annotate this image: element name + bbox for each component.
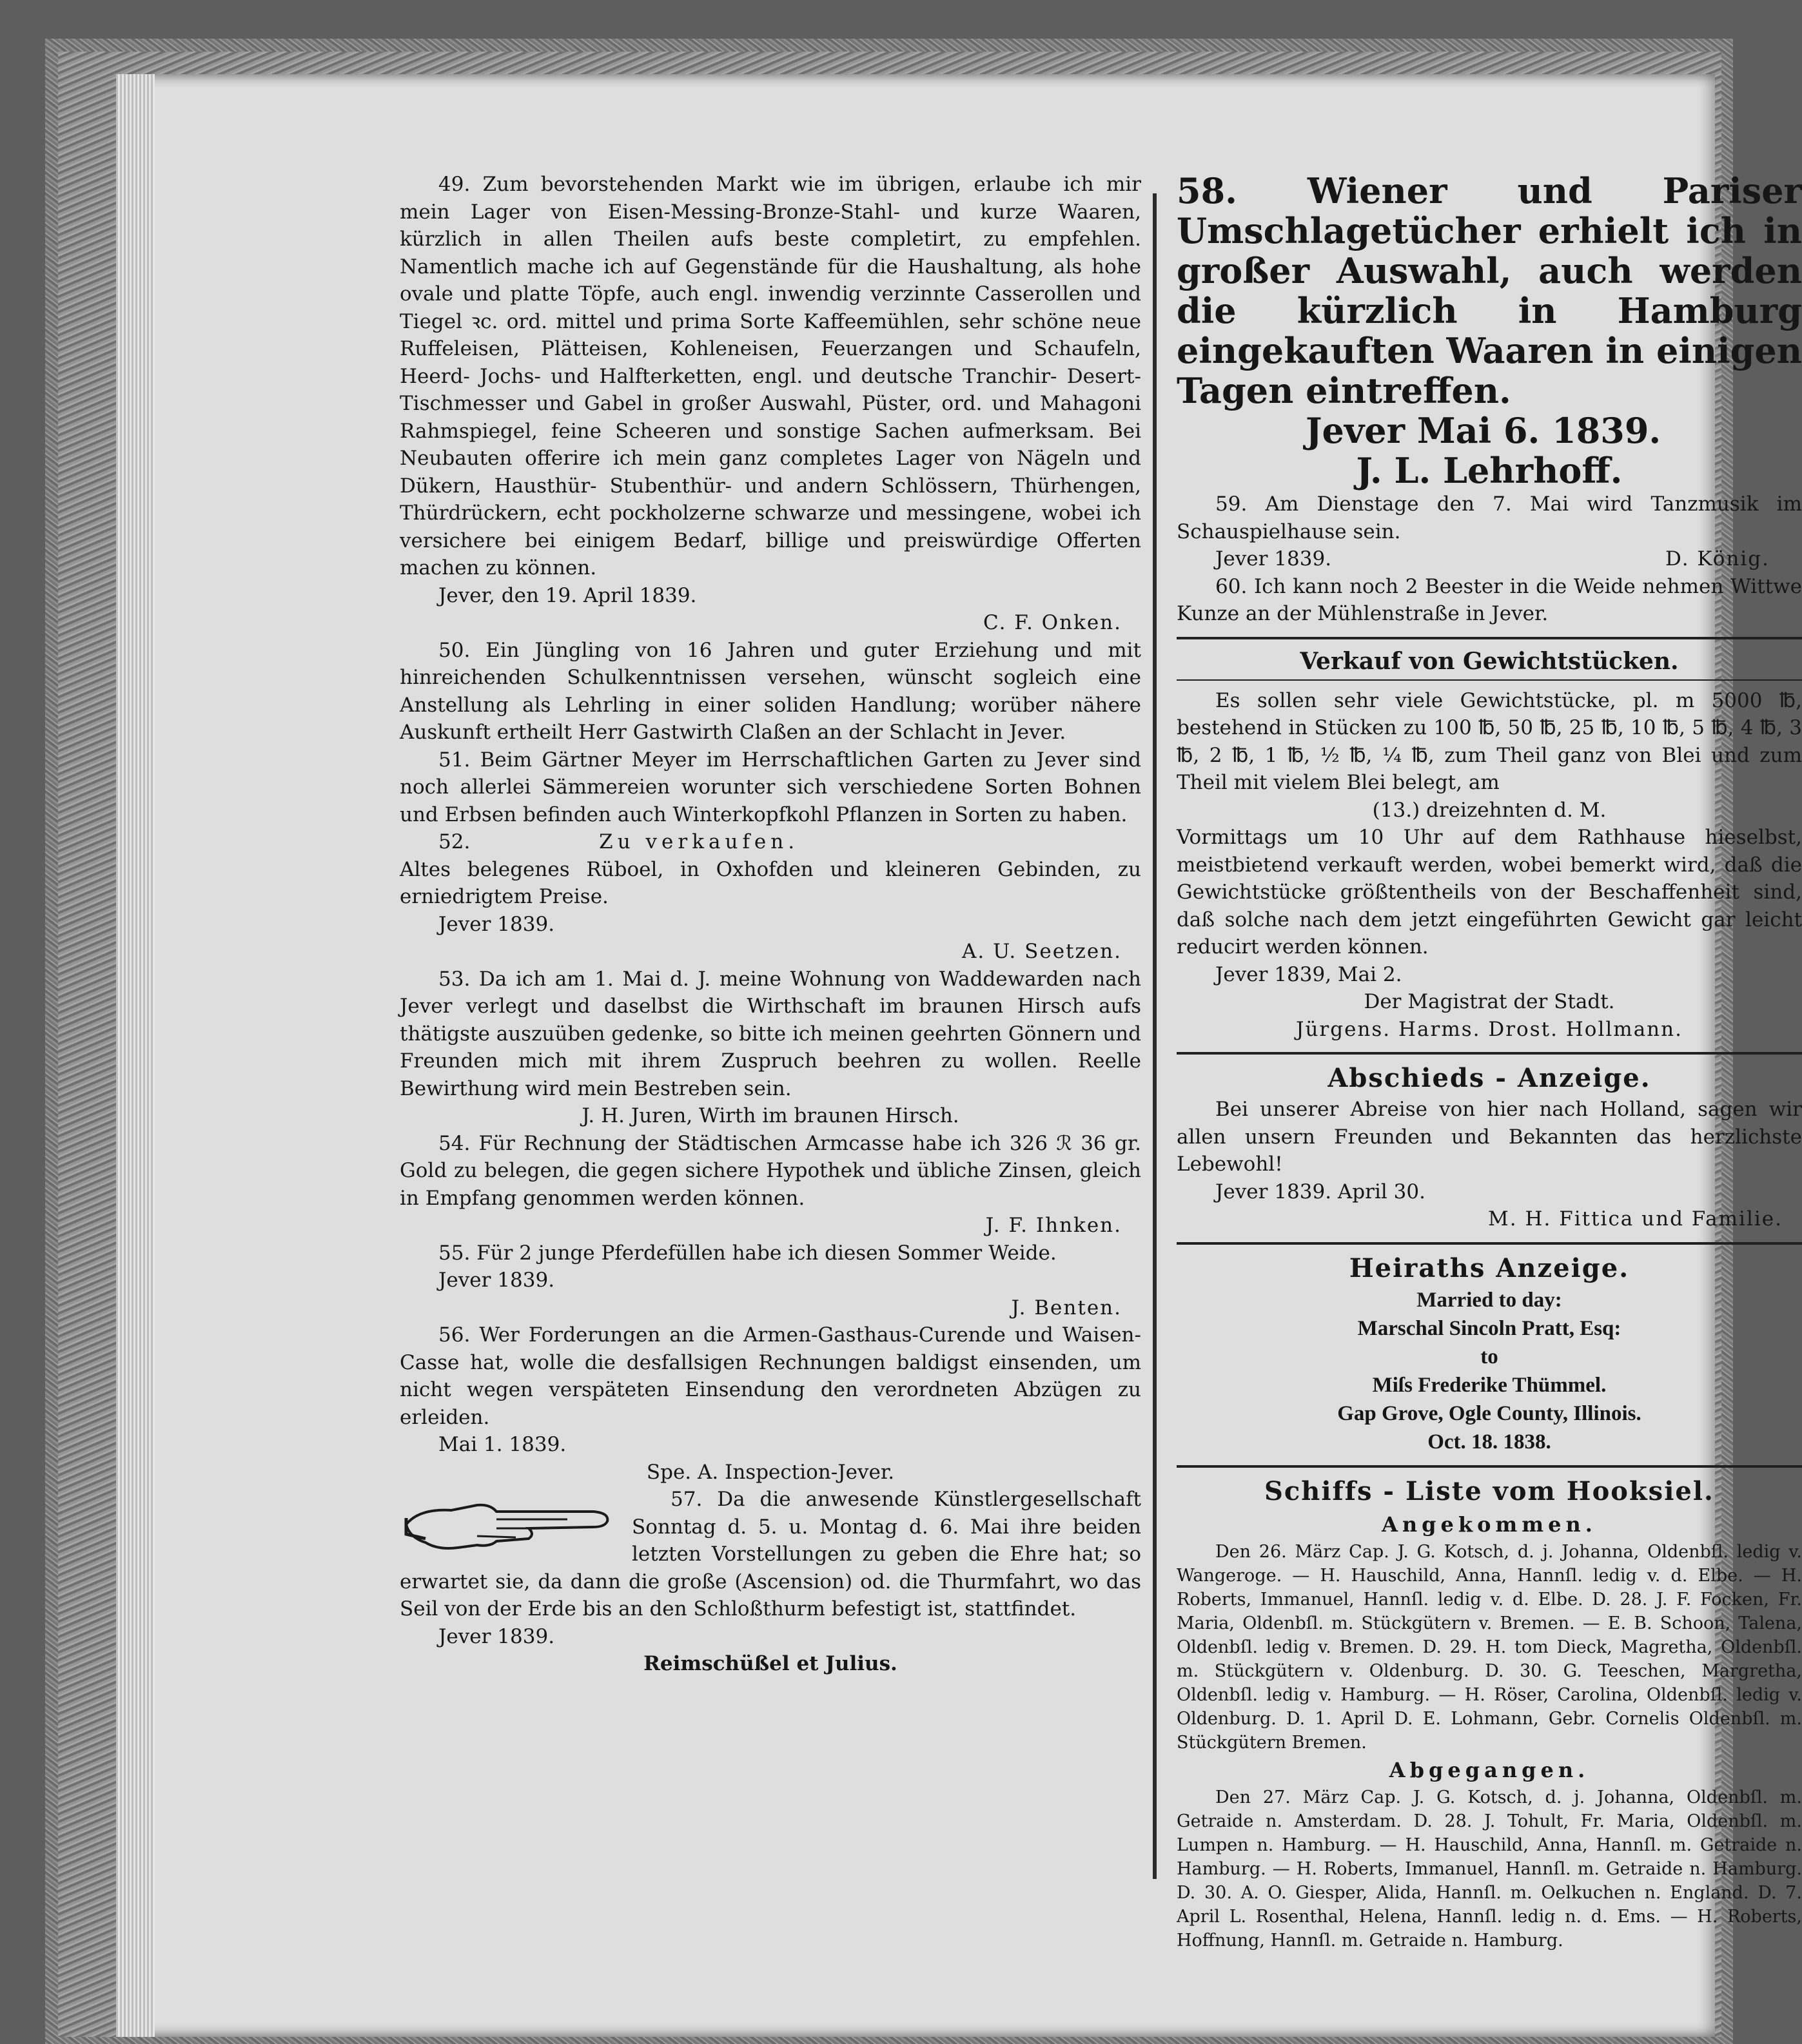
ad-54-signature: J. F. Ihnken. [985, 1214, 1122, 1237]
ad-52 [400, 828, 1141, 966]
ad-54-text: 54. Für Rechnung der Städtischen Armcasse habe ich 326 ℛ 36 gr. Gold zu belegen, die gegen sichere Hypothek und übliche Zinsen, gleich in Empfang genommen werden können. [400, 1131, 1141, 1210]
ad-55 [400, 1240, 1141, 1322]
ad-57-place: Jever 1839. [438, 1624, 555, 1648]
heading-rule [1177, 679, 1802, 681]
ad-56-place: Mai 1. 1839. [438, 1433, 567, 1456]
ad-53-text: 53. Da ich am 1. Mai d. J. meine Wohnung von Waddewarden nach Jever verlegt und daselbst die Wirthschaft im braunen Hirsch aufs thätigste auszuüben gedenke, so bitte ich meinen geehrten Gönnern und Freunden mich mit ihrem Zuspruch beehren zu wollen. Reelle Bewirthung wird mein Bestreben sein. [400, 967, 1141, 1100]
ad-57-signature: Reimschüßel et Julius. [643, 1652, 897, 1675]
ad-58 [1177, 171, 1802, 491]
ad-51 [400, 746, 1141, 829]
marriage-line: Miſs Frederike Thümmel. [1372, 1373, 1607, 1397]
arrived-label: Angekommen. [1382, 1512, 1597, 1537]
ad-55-signature: J. Benten. [1011, 1296, 1122, 1319]
section-rule [1177, 1242, 1802, 1245]
pointing-hand-icon [400, 1486, 619, 1557]
farewell-text: Bei unserer Abreise von hier nach Holland, sagen wir allen unsern Freunden und Bekannten das herzlichste Lebewohl! [1177, 1098, 1802, 1176]
ad-58-place: Jever Mai 6. 1839. [1306, 410, 1661, 451]
marriage-line: Gap Grove, Ogle County, Illinois. [1337, 1401, 1641, 1425]
farewell-heading: Abschieds - Anzeige. [1327, 1063, 1651, 1093]
ad-52-number: 52. [438, 830, 471, 853]
weights-sale [1177, 646, 1802, 1044]
ad-57 [400, 1486, 1141, 1678]
ad-52-signature: A. U. Seetzen. [962, 940, 1122, 963]
weights-text: Es sollen sehr viele Gewichtstücke, pl. m 5000 ℔, bestehend in Stücken zu 100 ℔, 50 ℔, 25 ℔, 10 ℔, 5 ℔, 4 ℔, 3 ℔, 2 ℔, 1 ℔, ½ ℔, ¼ ℔, zum Theil ganz von Blei und zum Theil mit vielem Blei belegt, am [1177, 688, 1802, 794]
weights-place: Jever 1839, Mai 2. [1215, 962, 1402, 986]
marriage-line: to [1480, 1345, 1498, 1368]
ad-59 [1177, 491, 1802, 573]
ad-59-signature: D. König. [1665, 547, 1770, 570]
ad-55-place: Jever 1839. [438, 1269, 555, 1292]
ad-52-heading: Zu verkaufen. [599, 830, 799, 853]
ad-49-signature: C. F. Onken. [983, 611, 1122, 634]
ship-list [1177, 1474, 1802, 1952]
farewell-notice [1177, 1061, 1802, 1233]
marriage-notice [1177, 1251, 1802, 1456]
weights-signatures: Jürgens. Harms. Drost. Hollmann. [1296, 1017, 1683, 1041]
ad-59-place: Jever 1839. [1215, 547, 1332, 570]
ad-50-text: 50. Ein Jüngling von 16 Jahren und guter Erziehung und mit hinreichenden Schulkenntnissen versehen, wünscht sogleich eine Anstellung als Lehrling in einer soliden Handlung; worüber nähere Auskunft ertheilt Herr Gastwirth Claßen an der Schlacht in Jever. [400, 638, 1141, 744]
ad-49-text: 49. Zum bevorstehenden Markt wie im übrigen, erlaube ich mir mein Lager von Eisen-Messing-Bronze-Stahl- und kurze Waaren, kürzlich in allen Theilen aufs beste completirt, zu empfehlen. Namentlich mache ich auf Gegenstände für die Haushaltung, als hohe ovale und platte Töpfe, auch engl. inwendig verzinnte Casserollen und Tiegel ꝛc. ord. mittel und prima Sorte Kaffeemühlen, sehr schöne neue Ruffeleisen, Plätteisen, Kohleneisen, Feuerzangen und Schaufeln, Heerd- Jochs- und Halfterketten, engl. und deutsche Tranchir- Desert-Tischmesser und Gabel in großer Auswahl, Püster, ord. und Mahagoni Rahmspiegel, feine Scheeren und sonstige Sachen aufmerksam. Bei Neubauten offerire ich mein ganz completes Lager von Nägeln und Dükern, Hausthür- Stubenthür- und andern Schlössern, Thürhengen, Thürdrückern, echt pockholzerne schwarze und messingene, wobei ich versichere bei einigem Bedarf, billige und preiswürdige Offerten machen zu können. [400, 173, 1141, 579]
ad-56-text: 56. Wer Forderungen an die Armen-Gasthaus-Curende und Waisen-Casse hat, wolle die desfallsigen Rechnungen baldigst einsenden, um nicht wegen verspäteten Einsendung den verordneten Abzügen zu erleiden. [400, 1323, 1141, 1429]
ad-54 [400, 1130, 1141, 1240]
section-rule [1177, 637, 1802, 639]
ad-59-text: 59. Am Dienstage den 7. Mai wird Tanzmusik im Schauspielhause sein. [1177, 492, 1802, 543]
ad-58-signature: J. L. Lehrhoff. [1356, 450, 1623, 491]
weights-text-2: Vormittags um 10 Uhr auf dem Rathhause hieselbst, meistbietend verkauft werden, wobei bemerkt wird, daß die Gewichtstücke größtentheils von der Beschaffenheit sind, daß solche nach dem jetzt eingeführten Gewicht gar leicht reducirt werden können. [1177, 826, 1802, 959]
ad-52-place: Jever 1839. [438, 912, 555, 936]
ad-56-signature: Spe. A. Inspection-Jever. [646, 1460, 895, 1484]
departed-label: Abgegangen. [1389, 1757, 1590, 1782]
weights-date: (13.) dreizehnten d. M. [1372, 798, 1607, 822]
ad-58-text: 58. Wiener und Pariser Umschlagetücher erhielt ich in großer Auswahl, auch werden die kürzlich in Hamburg eingekauften Waaren in einigen Tagen eintreffen. [1177, 170, 1802, 411]
right-column [1177, 171, 1802, 1952]
marriage-heading: Heiraths Anzeige. [1349, 1252, 1630, 1283]
left-column [400, 171, 1141, 1678]
section-rule [1177, 1052, 1802, 1055]
ad-55-text: 55. Für 2 junge Pferdefüllen habe ich diesen Sommer Weide. [438, 1241, 1057, 1265]
ad-52-text: Altes belegenes Rüboel, in Oxhofden und kleineren Gebinden, zu erniedrigtem Preise. [400, 857, 1141, 908]
weights-heading: Verkauf von Gewichtstücken. [1300, 647, 1679, 675]
ad-50 [400, 637, 1141, 746]
ad-49-place: Jever, den 19. April 1839. [438, 583, 697, 607]
section-rule [1177, 1465, 1802, 1468]
weights-authority: Der Magistrat der Stadt. [1364, 990, 1615, 1013]
ad-60 [1177, 573, 1802, 628]
ad-51-text: 51. Beim Gärtner Meyer im Herrschaftlichen Garten zu Jever sind noch allerlei Sämmereien worunter sich verschiedene Sorten Bohnen und Erbsen befinden auch Winterkopfkohl Pflanzen in Sorten zu haben. [400, 748, 1141, 826]
marriage-line: Oct. 18. 1838. [1427, 1430, 1551, 1454]
ad-53 [400, 966, 1141, 1130]
marriage-line: Married to day: [1416, 1288, 1562, 1312]
ad-56 [400, 1321, 1141, 1486]
ad-60-text: 60. Ich kann noch 2 Beester in die Weide nehmen Wittwe Kunze an der Mühlenstraße in Jever. [1177, 574, 1802, 625]
column-divider [1153, 193, 1157, 1879]
ship-list-heading: Schiffs - Liste vom Hooksiel. [1264, 1475, 1714, 1506]
farewell-place: Jever 1839. April 30. [1215, 1180, 1425, 1203]
arrived-text: Den 26. März Cap. J. G. Kotsch, d. j. Johanna, Oldenbſl. ledig v. Wangeroge. — H. Hauschild, Anna, Hannſl. ledig v. d. Elbe. — H. Roberts, Immanuel, Hannſl. ledig v. d. Elbe. D. 28. J. F. Focken, Fr. Maria, Oldenbſl. m. Stückgütern v. Bremen. — E. B. Schoon, Talena, Oldenbſl. ledig v. Bremen. D. 29. H. tom Dieck, Magretha, Oldenbſl. m. Stückgütern v. Oldenburg. D. 30. G. Teeschen, Margretha, Oldenbſl. ledig v. Hamburg. — H. Röser, Carolina, Oldenbſl. ledig v. Oldenburg. D. 1. April D. E. Lohmann, Gebr. Cornelis Oldenbſl. m. Stückgütern Bremen. [1177, 1541, 1802, 1753]
marriage-line: Marschal Sincoln Pratt, Esq: [1357, 1316, 1621, 1340]
newspaper-page [116, 74, 1802, 2037]
farewell-signature: M. H. Fittica und Familie. [1488, 1207, 1783, 1231]
ad-49 [400, 171, 1141, 637]
ad-57-text: 57. Da die anwesende Künstlergesellschaft Sonntag d. 5. u. Montag d. 6. Mai ihre beiden letzten Vorstellungen zu geben die Ehre hat; so erwartet sie, da dann die große (Ascension) od. die Thurmfahrt, wo das Seil von der Erde bis an den Schloßthurm befestigt ist, stattfindet. [400, 1488, 1141, 1621]
departed-text: Den 27. März Cap. J. G. Kotsch, d. j. Johanna, Oldenbſl. m. Getraide n. Amsterdam. D. 28. J. Tohult, Fr. Maria, Oldenbſl. m. Lumpen n. Hamburg. — H. Hauschild, Anna, Hannſl. m. Getraide n. Hamburg. — H. Roberts, Immanuel, Hannſl. m. Getraide n. Hamburg. D. 30. A. O. Giesper, Alida, Hannſl. m. Oelkuchen n. England. D. 7. April L. Rosenthal, Helena, Hannſl. ledig n. d. Ems. — H. Roberts, Hoffnung, Hannſl. m. Getraide n. Hamburg. [1177, 1787, 1802, 1951]
ad-53-signature: J. H. Juren, Wirth im braunen Hirsch. [582, 1104, 959, 1127]
